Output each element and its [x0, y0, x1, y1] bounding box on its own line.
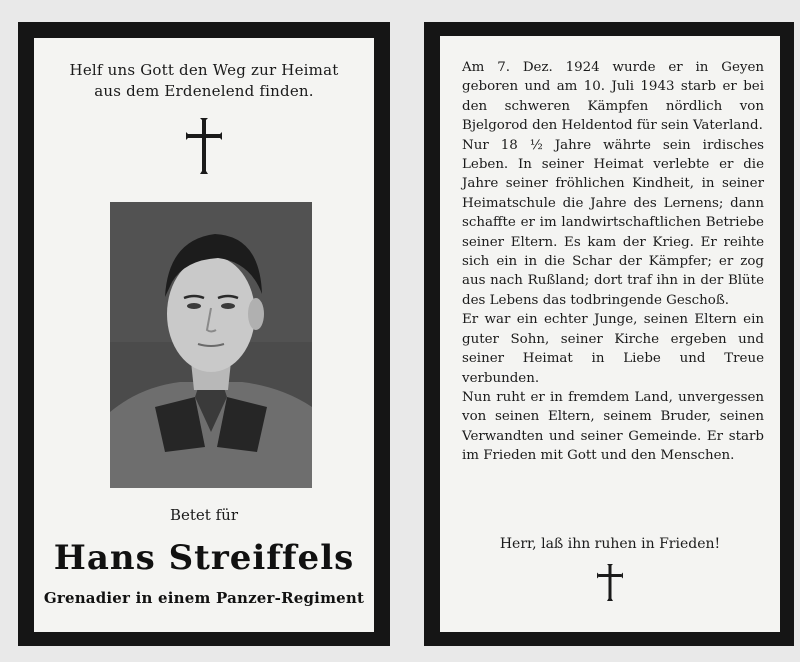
right-card-panel	[440, 36, 780, 632]
bio-paragraph-3: Er war ein echter Junge, seinen Eltern ein guter Sohn, seiner Kirche ergeben und seiner Heimat in Liebe und Treue verbunden.	[462, 312, 764, 386]
prayer-line-1: Helf uns Gott den Weg zur Heimat	[69, 61, 339, 79]
prayer-line-2: aus dem Erdenelend finden.	[94, 82, 314, 100]
latin-cross-icon	[595, 562, 625, 602]
biography-text	[462, 58, 764, 466]
closing-prayer: Herr, laß ihn ruhen in Frieden!	[499, 536, 721, 552]
right-card	[400, 0, 800, 662]
portrait-photo	[110, 202, 312, 488]
prayer-text	[34, 60, 374, 102]
bio-paragraph-4: Nun ruht er in fremdem Land, unvergessen von seinen Eltern, seinem Bruder, seinen Verwandten und seiner Gemeinde. Er starb im Frieden mit Gott und den Menschen.	[462, 389, 764, 464]
pray-for-label: Betet für	[170, 506, 238, 524]
left-card-panel	[34, 38, 374, 632]
bio-paragraph-1: Am 7. Dez. 1924 wurde er in Geyen geboren und am 10. Juli 1943 starb er bei den schweren Kämpfen nördlich von Bjelgorod den Heldentod für sein Vaterland.	[462, 60, 764, 134]
bio-paragraph-2: Nur 18 ½ Jahre währte sein irdisches Leben. In seiner Heimat verlebte er die Jahre seiner fröhlichen Kindheit, in seiner Heimatschule die Jahre des Lernens; dann schaffte er im landwirtschaftlichen Betriebe seiner Eltern. Es kam der Krieg. Er reihte sich ein in die Schar der Kämpfer; er zog aus nach Rußland; dort traf ihn in der Blüte des Lebens das todbringende Geschoß.	[462, 137, 764, 308]
deceased-name: Hans Streiffels	[53, 538, 355, 578]
military-rank: Grenadier in einem Panzer-Regiment	[43, 589, 365, 607]
latin-cross-icon	[184, 116, 224, 176]
